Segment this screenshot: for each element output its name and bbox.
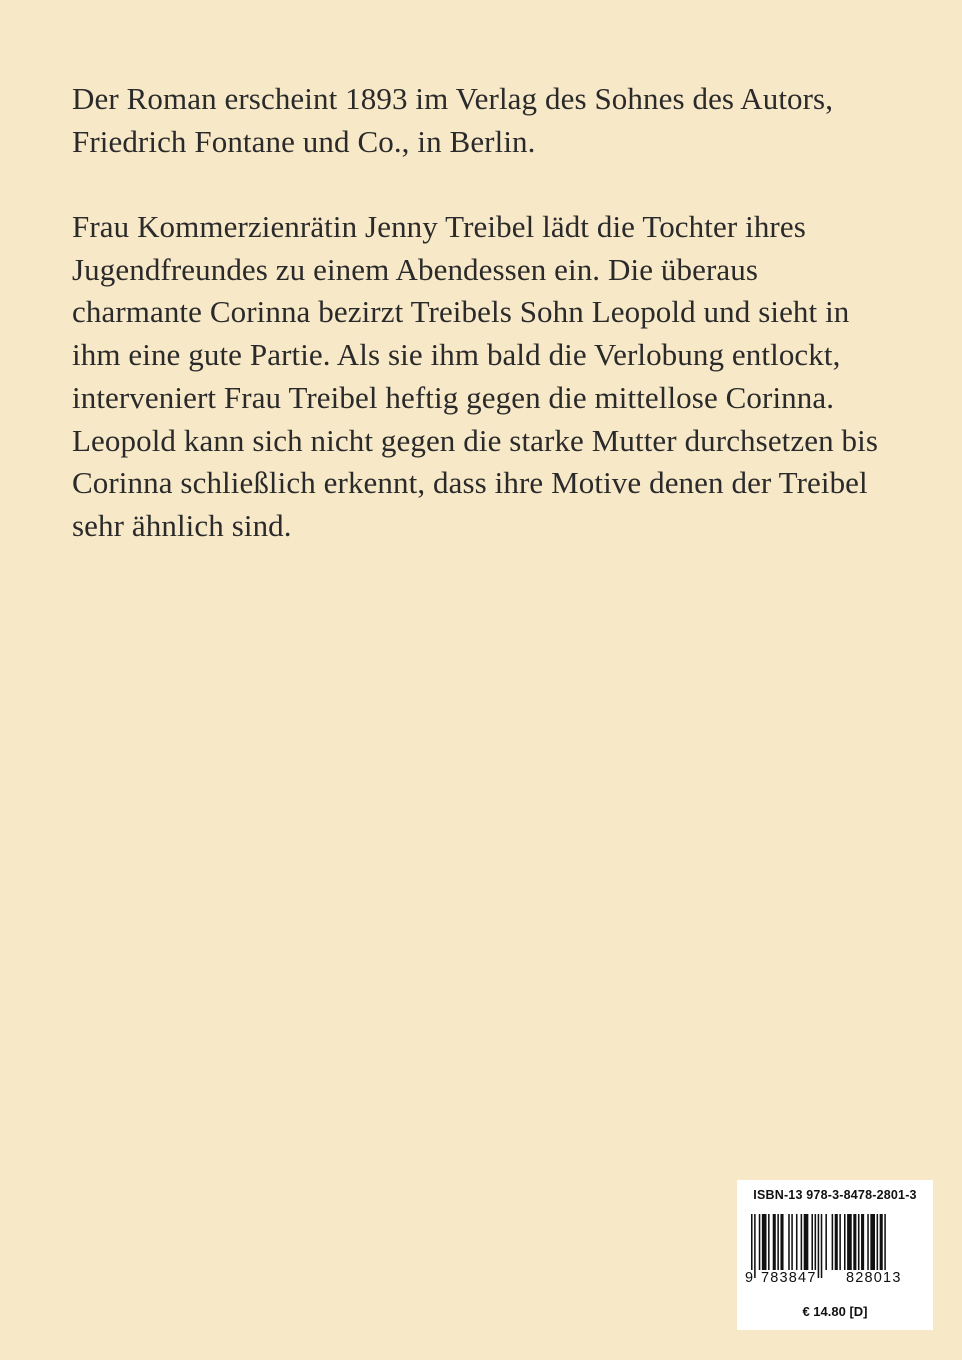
text-line: Leopold kann sich nicht gegen die starke Mutter durchsetzen bis <box>72 422 879 458</box>
text-line: ihm eine gute Partie. Als sie ihm bald die Verlobung entlockt, <box>72 337 841 373</box>
text-line: Der Roman erscheint 1893 im Verlag des Sohnes des Autors, <box>72 81 834 116</box>
price-label: € 14.80 [D] <box>802 1304 868 1319</box>
text-line: charmante Corinna bezirzt Treibels Sohn Leopold und sieht in <box>72 294 850 330</box>
text-line: Frau Kommerzienrätin Jenny Treibel lädt die Tochter ihres <box>72 209 806 244</box>
isbn-label: ISBN-13 978-3-8478-2801-3 <box>753 1188 917 1202</box>
text-line: Friedrich Fontane und Co., in Berlin. <box>72 123 536 159</box>
barcode-icon <box>745 1214 925 1278</box>
barcode-box <box>737 1180 933 1330</box>
barcode-digit-first: 9 <box>745 1270 755 1286</box>
text-line: interveniert Frau Treibel heftig gegen die mittellose Corinna. <box>72 379 835 415</box>
text-line: sehr ähnlich sind. <box>72 507 292 543</box>
barcode-digits-left: 783847 <box>761 1270 817 1286</box>
text-line: Corinna schließlich erkennt, dass ihre Motive denen der Treibel <box>72 465 868 501</box>
publication-note <box>72 78 892 163</box>
synopsis <box>72 206 892 548</box>
text-line: Jugendfreundes zu einem Abendessen ein. Die überaus <box>72 251 759 287</box>
barcode-digits-right: 828013 <box>846 1270 902 1286</box>
